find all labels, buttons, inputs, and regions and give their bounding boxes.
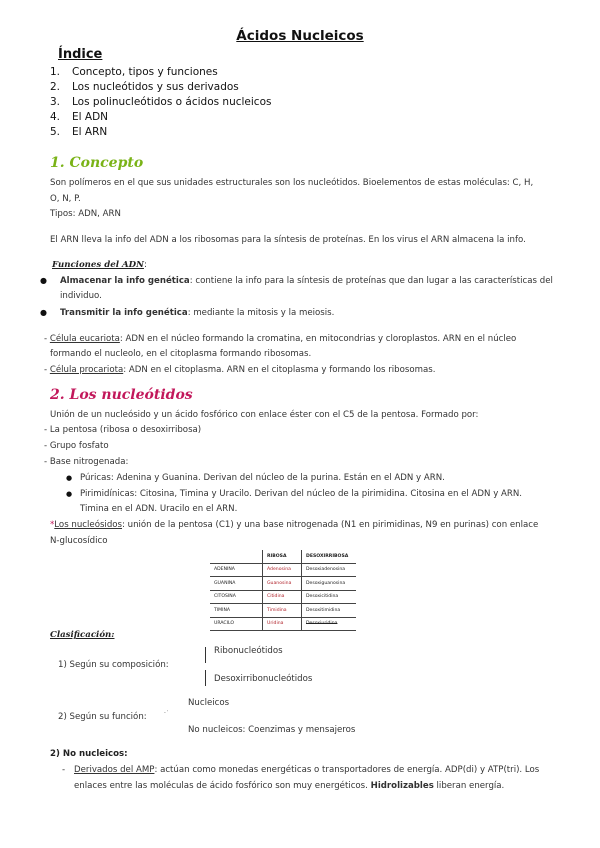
index-item [50, 66, 218, 78]
amp-text: : actúan como monedas energéticas o transportadores de energía. ADP(di) y ATP(tri). Los [154, 765, 540, 775]
amp-line2 [74, 780, 504, 792]
brace-top [205, 647, 206, 663]
brace-marks: ·˙ [164, 710, 169, 717]
table-cell: Desoxicitidina [302, 590, 357, 604]
index-label: Los polinucleótidos o ácidos nucleicos [72, 96, 272, 108]
amp-hidrolizables: Hidrolizables [370, 781, 434, 791]
index-num: 4. [50, 111, 61, 123]
index-label: El ARN [72, 126, 108, 138]
pirimidinicas-line1: Pirimidínicas: Citosina, Timina y Uracilo. Derivan del núcleo de la pirimidina. Citosina en el ADN y ARN. [80, 489, 523, 499]
table-cell: Desoxitimidina [302, 604, 357, 618]
table-cell: TIMINA [210, 604, 263, 618]
dash: - [62, 765, 66, 775]
no-nucleicos-heading: 2) No nucleicos: [50, 749, 128, 759]
table-cell: Citidina [263, 590, 302, 604]
funcion-2-text: : mediante la mitosis y la meiosis. [187, 308, 335, 318]
clasif-composicion-label: 1) Según su composición: [58, 660, 169, 670]
funciones-colon: : [143, 260, 147, 270]
amp-line1 [62, 764, 539, 776]
table-cell: Desoxiadenosina [302, 563, 357, 577]
nucleosidos-star: * [50, 520, 55, 530]
index-num: 5. [50, 126, 61, 138]
bullet-icon: ● [40, 276, 47, 285]
funciones-heading: Funciones del ADN [52, 260, 144, 270]
puricas-text: Púricas: Adenina y Guanina. Derivan del núcleo de la purina. Están en el ADN y ARN. [80, 473, 445, 483]
table-header-row [210, 550, 356, 563]
index-label: Concepto, tipos y funciones [72, 66, 218, 78]
index-num: 1. [50, 66, 61, 78]
table-header-cell: DESOXIRRIBOSA [302, 550, 357, 563]
index-num: 3. [50, 96, 61, 108]
concept-text-line1: Son polímeros en el que sus unidades estructurales son los nucleótidos. Bioelementos de estas moléculas: C, H, [50, 178, 534, 188]
nucleotido-intro: Unión de un nucleósido y un ácido fosfórico con enlace éster con el C5 de la pentosa. Formado por: [50, 410, 479, 420]
table-cell: Guanosina [263, 577, 302, 591]
tipos-label: Tipos: [50, 209, 76, 219]
funcion-1-title: Almacenar la info genética [60, 276, 190, 286]
table-row [210, 617, 356, 631]
clasif-ribonucleotidos: Ribonucleótidos [214, 646, 283, 656]
table-cell: URACILO [210, 617, 263, 631]
table-row [210, 577, 356, 591]
pirimidinicas-line2: Timina en el ADN. Uracilo en el ARN. [80, 504, 238, 514]
component-base: - Base nitrogenada: [44, 457, 129, 467]
table-row [210, 604, 356, 618]
nucleosidos-line1 [50, 519, 538, 531]
tipos-line [50, 208, 121, 220]
index-item [50, 96, 271, 108]
table-header-cell [210, 550, 263, 563]
eucariota-line1 [44, 333, 516, 345]
table-cell: Adenosina [263, 563, 302, 577]
table-cell: Desoxiguanosina [302, 577, 357, 591]
page-title: Ácidos Nucleicos [236, 28, 364, 44]
dash: - [44, 334, 50, 344]
funcion-2 [60, 307, 334, 319]
table-row [210, 563, 356, 577]
amp-text2b: liberan energía. [433, 781, 505, 791]
section2-heading: 2. Los nucleótidos [50, 387, 193, 403]
clasif-funcion-label: 2) Según su función: [58, 712, 147, 722]
amp-text2a: enlaces entre las moléculas de ácido fosfórico son muy energéticos. [74, 781, 371, 791]
table-row [210, 590, 356, 604]
component-fosfato: - Grupo fosfato [44, 441, 109, 451]
clasif-no-nucleicos: No nucleicos: Coenzimas y mensajeros [188, 725, 356, 735]
table-cell: Desoxiuridina [302, 617, 357, 631]
clasificacion-heading: Clasificación: [50, 630, 115, 640]
index-item [50, 111, 108, 123]
index-label: El ADN [72, 111, 109, 123]
procariota-term: Célula procariota [49, 365, 124, 375]
table-cell: Uridina [263, 617, 302, 631]
dash: - [44, 365, 50, 375]
clasif-desoxirribonucleotidos: Desoxirribonucleótidos [214, 674, 313, 684]
amp-term: Derivados del AMP [74, 765, 155, 775]
table-cell: GUANINA [210, 577, 263, 591]
table-header-cell: RIBOSA [263, 550, 302, 563]
procariota-line [44, 364, 435, 376]
arn-text: El ARN lleva la info del ADN a los ribosomas para la síntesis de proteínas. En los virus el ARN almacena la info. [50, 235, 526, 245]
component-pentosa: - La pentosa (ribosa o desoxirribosa) [44, 425, 202, 435]
clasif-nucleicos: Nucleicos [188, 698, 230, 708]
nucleosidos-text: : unión de la pentosa (C1) y una base nitrogenada (N1 en pirimidinas, N9 en purinas) con enlace [122, 520, 539, 530]
index-item [50, 126, 107, 138]
tipos-value: ADN, ARN [75, 209, 121, 219]
funcion-2-title: Transmitir la info genética [60, 308, 188, 318]
bullet-icon: ● [66, 490, 73, 498]
index-item [50, 81, 239, 93]
section1-heading: 1. Concepto [50, 155, 144, 171]
nucleoside-table [210, 550, 356, 631]
funcion-1-text: : contiene la info para la síntesis de proteínas que dan lugar a las características del [189, 276, 553, 286]
concept-text-line2: O, N, P. [50, 194, 81, 204]
bullet-icon: ● [40, 308, 47, 317]
bullet-icon: ● [66, 474, 73, 482]
index-heading: Índice [58, 47, 103, 62]
brace-bottom [205, 670, 206, 686]
funciones-heading-line [52, 260, 147, 270]
nucleosidos-line2: N-glucosídico [50, 536, 108, 546]
nucleosidos-term: Los nucleósidos [54, 520, 123, 530]
eucariota-text: : ADN en el núcleo formando la cromatina, en mitocondrias y cloroplastos. ARN en el núcleo [119, 334, 517, 344]
eucariota-line2: formando el nucleolo, en el citoplasma formando ribosomas. [50, 349, 312, 359]
table-cell: ADENINA [210, 563, 263, 577]
eucariota-term: Célula eucariota [49, 334, 120, 344]
table-cell: CITOSINA [210, 590, 263, 604]
table-cell: Timidina [263, 604, 302, 618]
funcion-1 [60, 275, 553, 287]
funcion-1-line2: individuo. [60, 291, 102, 301]
procariota-text: : ADN en el citoplasma. ARN en el citoplasma y formando los ribosomas. [123, 365, 436, 375]
index-num: 2. [50, 81, 61, 93]
index-label: Los nucleótidos y sus derivados [72, 81, 239, 93]
